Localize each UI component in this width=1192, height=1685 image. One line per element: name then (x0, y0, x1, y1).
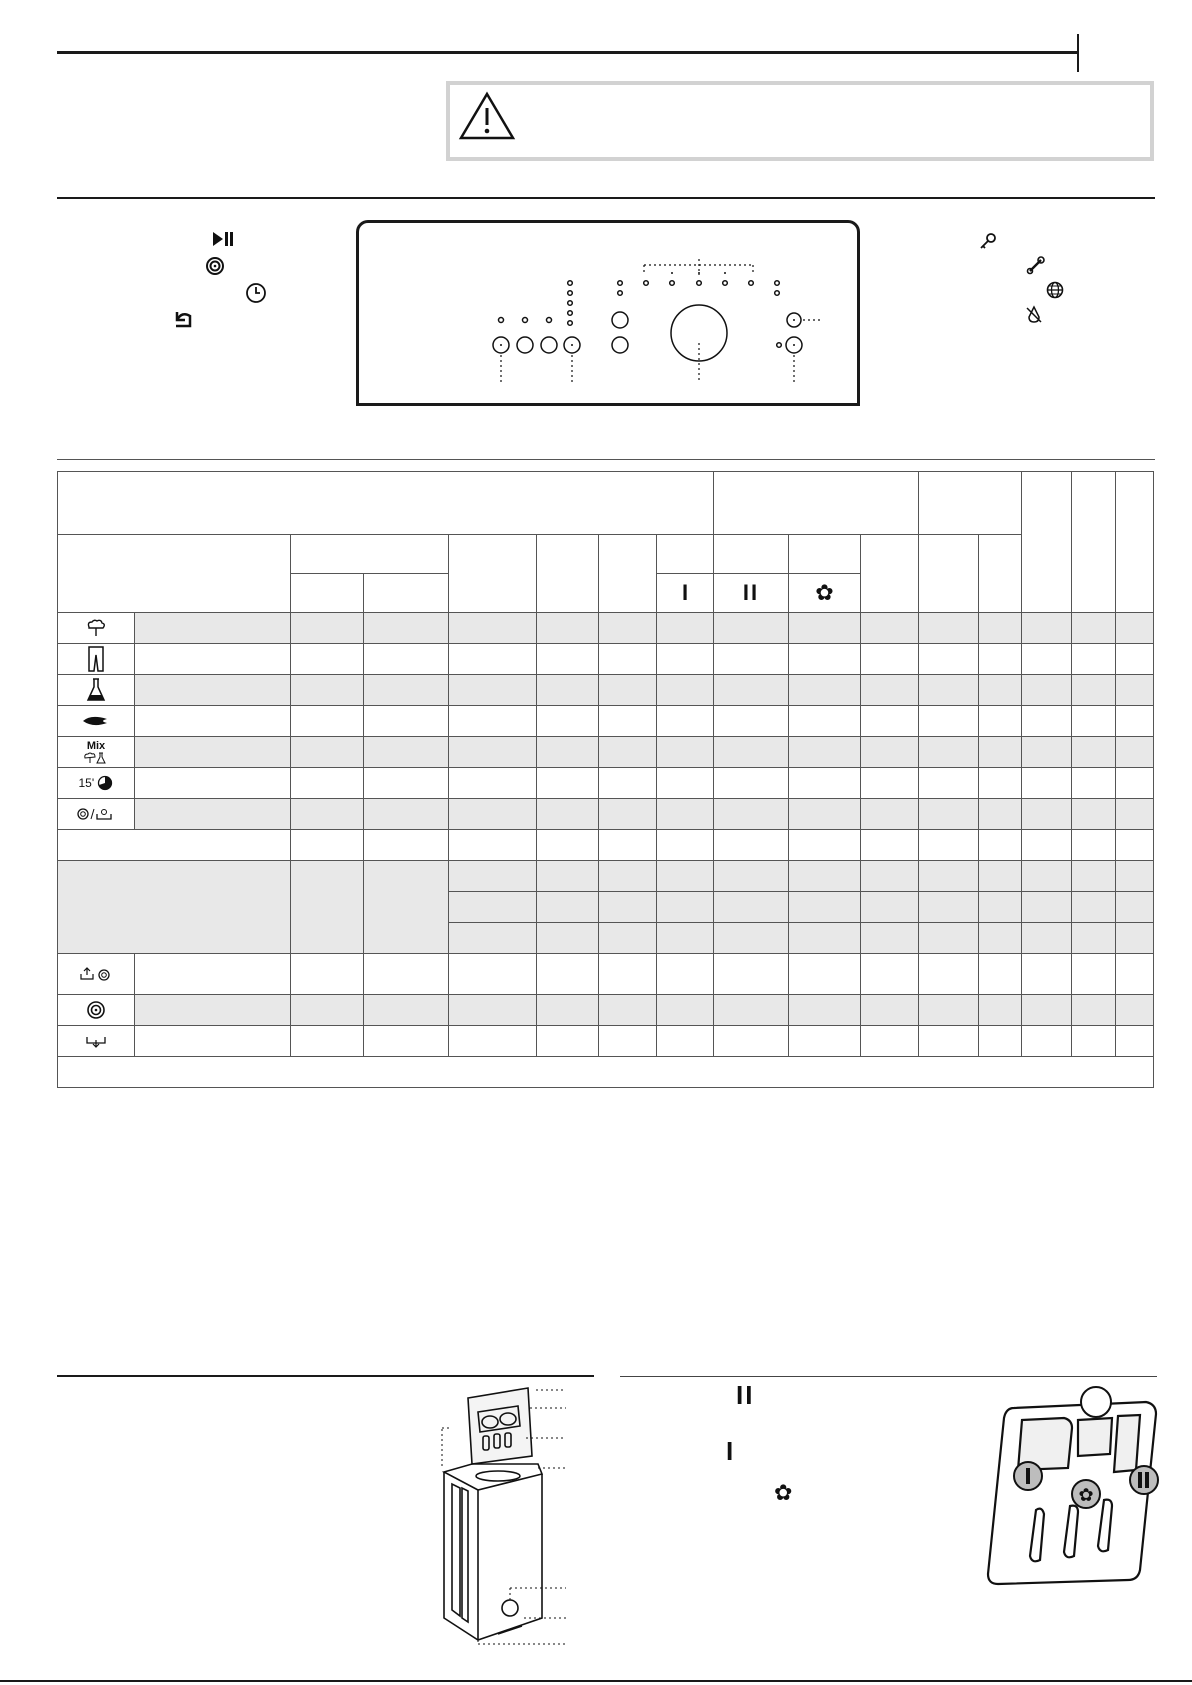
table-header-temp-range (364, 574, 449, 613)
section-rule-1 (57, 197, 1155, 199)
bottom-left-rule (57, 1375, 594, 1377)
table-header-softener (789, 535, 861, 574)
softener-flower-icon: ✿ (815, 580, 834, 605)
wool-icon (58, 706, 135, 737)
key-lock-icon (978, 231, 998, 251)
control-panel-diagram (356, 220, 860, 406)
quick-15-label: 15' (78, 776, 95, 790)
table-row (58, 1026, 1154, 1057)
dispenser-mainwash-header (714, 574, 789, 613)
programme-table (57, 471, 1154, 1088)
mix-label: Mix (86, 739, 106, 752)
dispenser-softener-label: ✿ (774, 1480, 793, 1505)
table-header-temperature (291, 535, 449, 574)
table-footnote-row (58, 1057, 1154, 1088)
spin-icon (205, 256, 225, 276)
table-header-mainwash (714, 535, 789, 574)
dispenser-mainwash-label: II (736, 1380, 755, 1410)
quick-15-icon (58, 768, 135, 799)
rinse-spin-icon (58, 799, 135, 830)
dispenser-prewash-header (657, 574, 714, 613)
table-row (58, 995, 1154, 1026)
warning-box (446, 81, 1154, 161)
spin-only-icon (58, 995, 135, 1026)
rinse-softener-icon (58, 954, 135, 995)
top-rule (57, 51, 1078, 54)
table-row (58, 644, 1154, 675)
control-panel-controls (359, 223, 857, 403)
table-row (58, 737, 1154, 768)
table-header-programme (58, 535, 291, 613)
table-row (58, 830, 1154, 861)
wrench-service-icon (1026, 255, 1046, 275)
cotton-icon (58, 613, 135, 644)
table-row (58, 768, 1154, 799)
table-header-duration (599, 535, 657, 613)
table-header-max-spin (449, 535, 537, 613)
globe-icon (1045, 280, 1065, 300)
synthetics-icon (58, 644, 135, 675)
back-arrow-icon (172, 308, 194, 330)
section-rule-2 (57, 459, 1155, 460)
table-row (58, 675, 1154, 706)
table-header-col-b (1072, 472, 1116, 613)
table-row (58, 861, 1154, 892)
table-header-col-a (1022, 472, 1072, 613)
table-header-temp-default (291, 574, 364, 613)
table-header-max-load (537, 535, 599, 613)
drain-icon (58, 1026, 135, 1057)
table-row (58, 799, 1154, 830)
svg-text:✿: ✿ (1078, 1485, 1094, 1506)
mainwash-mark: II (742, 580, 760, 605)
table-header-detergent (714, 472, 919, 535)
table-header-col-c (1116, 472, 1154, 613)
table-row (58, 954, 1154, 995)
jeans-icon (58, 675, 135, 706)
bottom-page-rule (0, 1680, 1192, 1682)
dispenser-prewash-label: I (726, 1436, 734, 1466)
prewash-mark: I (681, 580, 689, 605)
dispenser-lid-callout (1081, 1387, 1111, 1417)
washing-machine-illustration (438, 1378, 574, 1650)
table-header-humidity (861, 535, 919, 613)
delay-timer-icon (245, 282, 267, 304)
table-header-programmes (58, 472, 714, 535)
start-pause-icon (211, 230, 235, 248)
dispenser-softener-header (789, 574, 861, 613)
mix-icon (58, 737, 135, 768)
top-rule-tick (1077, 34, 1079, 72)
bottom-right-rule (620, 1376, 1157, 1377)
detergent-dispenser-illustration (980, 1380, 1160, 1590)
no-water-tap-icon (1024, 305, 1044, 325)
warning-triangle-icon (458, 91, 516, 141)
table-row (58, 613, 1154, 644)
table-header-prewash (657, 535, 714, 574)
compartment-ii-badge (1130, 1466, 1158, 1494)
table-row (58, 706, 1154, 737)
table-header-energy (919, 535, 979, 613)
table-header-residual (919, 472, 1022, 535)
